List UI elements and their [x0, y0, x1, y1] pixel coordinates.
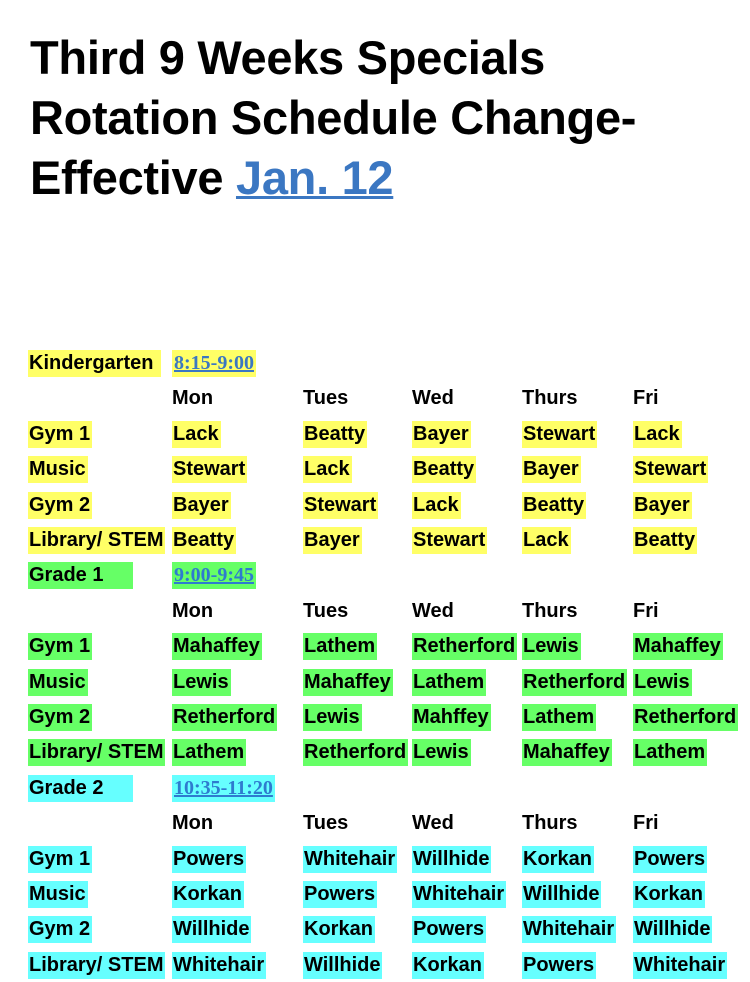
grade2-days-row [0, 806, 750, 841]
teacher-cell: Lack [412, 492, 461, 519]
teacher-cell: Bayer [172, 492, 231, 519]
teacher-cell: Mahaffey [172, 633, 262, 660]
teacher-cell: Lathem [172, 739, 246, 766]
grade2-time-link[interactable]: 10:35-11:20 [172, 775, 275, 802]
teacher-cell: Mahaffey [303, 669, 393, 696]
teacher-cell: Powers [633, 846, 707, 873]
teacher-cell: Lewis [172, 669, 231, 696]
day-header-tues: Tues [303, 387, 349, 410]
rotation-label: Library/ STEM [28, 527, 165, 554]
teacher-cell: Whitehair [633, 952, 727, 979]
title-line-2: Rotation Schedule Change- [30, 91, 637, 144]
teacher-cell: Korkan [522, 846, 594, 873]
day-header-mon: Mon [172, 599, 214, 622]
teacher-cell: Lathem [303, 633, 377, 660]
grade1-header-row [0, 558, 750, 593]
teacher-cell: Beatty [303, 421, 367, 448]
teacher-cell: Stewart [522, 421, 597, 448]
title-effective-text: Effective [30, 151, 236, 204]
teacher-cell: Powers [522, 952, 596, 979]
teacher-cell: Stewart [633, 456, 708, 483]
day-header-tues: Tues [303, 599, 349, 622]
teacher-cell: Korkan [633, 881, 705, 908]
day-header-mon: Mon [172, 812, 214, 835]
rotation-label: Gym 2 [28, 704, 92, 731]
teacher-cell: Korkan [303, 916, 375, 943]
effective-date-link[interactable]: Jan. 12 [235, 151, 394, 204]
teacher-cell: Beatty [412, 456, 476, 483]
teacher-cell: Bayer [633, 492, 692, 519]
teacher-cell: Stewart [412, 527, 487, 554]
teacher-cell: Mahaffey [522, 739, 612, 766]
kindergarten-time-link[interactable]: 8:15-9:00 [172, 350, 256, 377]
rotation-label: Library/ STEM [28, 952, 165, 979]
teacher-cell: Lewis [303, 704, 362, 731]
teacher-cell: Retherford [172, 704, 277, 731]
day-header-fri: Fri [633, 599, 659, 622]
table-row [0, 629, 750, 664]
teacher-cell: Lewis [633, 669, 692, 696]
teacher-cell: Powers [172, 846, 246, 873]
grade1-section-name: Grade 1 [28, 562, 133, 589]
teacher-cell: Lack [522, 527, 571, 554]
teacher-cell: Willhide [303, 952, 382, 979]
table-row [0, 948, 750, 982]
rotation-label: Music [28, 881, 88, 908]
teacher-cell: Lathem [412, 669, 486, 696]
teacher-cell: Korkan [172, 881, 244, 908]
kindergarten-section-name: Kindergarten [28, 350, 161, 377]
grade1-days-row [0, 594, 750, 629]
table-row [0, 842, 750, 877]
teacher-cell: Lathem [522, 704, 596, 731]
table-row [0, 665, 750, 700]
day-header-thurs: Thurs [522, 387, 578, 410]
teacher-cell: Retherford [412, 633, 517, 660]
teacher-cell: Retherford [303, 739, 408, 766]
rotation-label: Music [28, 669, 88, 696]
rotation-label: Music [28, 456, 88, 483]
table-row [0, 417, 750, 452]
teacher-cell: Retherford [633, 704, 738, 731]
teacher-cell: Lack [633, 421, 682, 448]
table-row [0, 700, 750, 735]
rotation-label: Gym 2 [28, 916, 92, 943]
day-header-fri: Fri [633, 812, 659, 835]
title-line-1: Third 9 Weeks Specials [30, 31, 545, 84]
rotation-label: Gym 1 [28, 421, 92, 448]
day-header-thurs: Thurs [522, 599, 578, 622]
day-header-wed: Wed [412, 812, 454, 835]
table-row [0, 523, 750, 558]
teacher-cell: Korkan [412, 952, 484, 979]
teacher-cell: Bayer [303, 527, 362, 554]
table-row [0, 452, 750, 487]
teacher-cell: Powers [412, 916, 486, 943]
rotation-label: Library/ STEM [28, 739, 165, 766]
teacher-cell: Lewis [522, 633, 581, 660]
teacher-cell: Powers [303, 881, 377, 908]
grade2-section-name: Grade 2 [28, 775, 133, 802]
table-row [0, 488, 750, 523]
day-header-fri: Fri [633, 387, 659, 410]
grade2-header-row [0, 771, 750, 806]
teacher-cell: Willhide [633, 916, 712, 943]
table-row [0, 735, 750, 770]
rotation-label: Gym 1 [28, 633, 92, 660]
day-header-thurs: Thurs [522, 812, 578, 835]
teacher-cell: Willhide [172, 916, 251, 943]
teacher-cell: Beatty [172, 527, 236, 554]
day-header-wed: Wed [412, 387, 454, 410]
teacher-cell: Lewis [412, 739, 471, 766]
teacher-cell: Beatty [522, 492, 586, 519]
teacher-cell: Lathem [633, 739, 707, 766]
teacher-cell: Beatty [633, 527, 697, 554]
teacher-cell: Whitehair [522, 916, 616, 943]
teacher-cell: Whitehair [412, 881, 506, 908]
table-row [0, 912, 750, 947]
rotation-label: Gym 1 [28, 846, 92, 873]
day-header-wed: Wed [412, 599, 454, 622]
teacher-cell: Stewart [303, 492, 378, 519]
teacher-cell: Retherford [522, 669, 627, 696]
teacher-cell: Bayer [522, 456, 581, 483]
teacher-cell: Willhide [522, 881, 601, 908]
teacher-cell: Stewart [172, 456, 247, 483]
kindergarten-days-row [0, 381, 750, 416]
grade1-time-link[interactable]: 9:00-9:45 [172, 562, 256, 589]
teacher-cell: Whitehair [303, 846, 397, 873]
kindergarten-header-row [0, 346, 750, 381]
teacher-cell: Lack [172, 421, 221, 448]
day-header-tues: Tues [303, 812, 349, 835]
teacher-cell: Mahffey [412, 704, 491, 731]
teacher-cell: Mahaffey [633, 633, 723, 660]
rotation-label: Gym 2 [28, 492, 92, 519]
teacher-cell: Willhide [412, 846, 491, 873]
teacher-cell: Bayer [412, 421, 471, 448]
table-row [0, 877, 750, 912]
day-header-mon: Mon [172, 387, 214, 410]
teacher-cell: Whitehair [172, 952, 266, 979]
teacher-cell: Lack [303, 456, 352, 483]
